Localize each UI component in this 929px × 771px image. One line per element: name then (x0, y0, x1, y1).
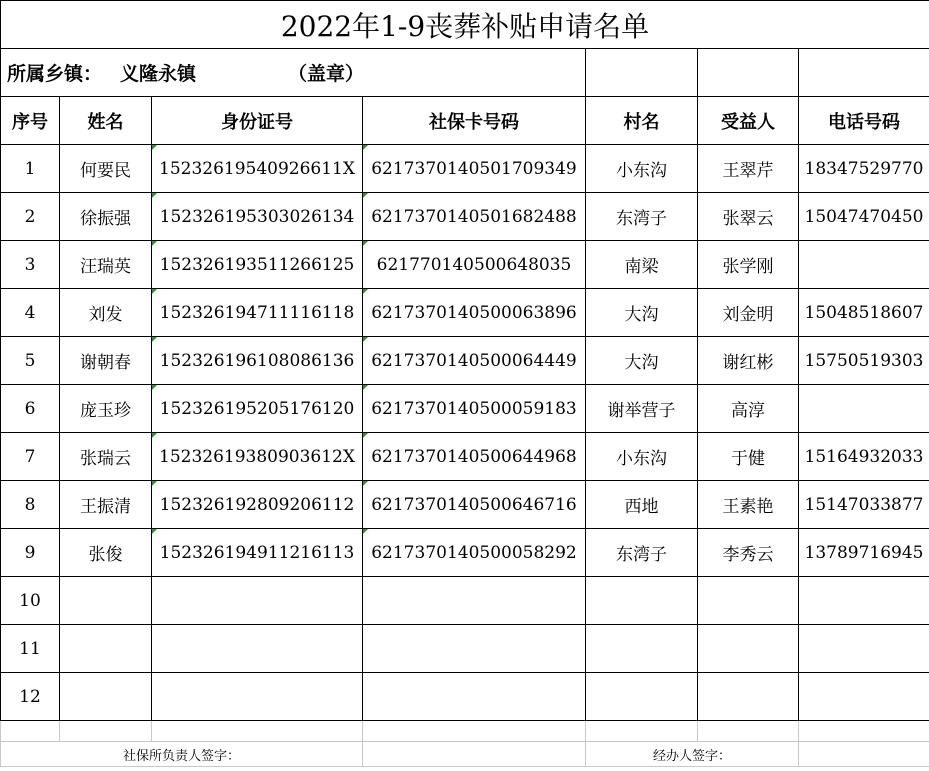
table-row (1, 481, 929, 529)
beneficiary-cell[interactable]: 高淳 (698, 385, 799, 433)
id-number-cell[interactable]: 152326192809206112 (152, 481, 363, 529)
blank-cell[interactable] (799, 721, 929, 742)
blank-cell[interactable] (152, 721, 363, 742)
table-row (1, 625, 929, 673)
name-cell[interactable]: 王振清 (60, 481, 152, 529)
phone-cell[interactable]: 13789716945 (799, 529, 929, 577)
blank-cell[interactable] (698, 721, 799, 742)
beneficiary-cell[interactable]: 于健 (698, 433, 799, 481)
unit-label: 所属乡镇： (7, 63, 103, 85)
village-cell[interactable]: 小东沟 (586, 433, 698, 481)
name-cell[interactable]: 徐振强 (60, 193, 152, 241)
beneficiary-cell[interactable]: 李秀云 (698, 529, 799, 577)
card-number-cell[interactable]: 6217370140500064449 (363, 337, 586, 385)
header-card-number: 社保卡号码 (363, 97, 586, 145)
card-number-cell[interactable]: 6217370140500059183 (363, 385, 586, 433)
name-cell[interactable] (60, 577, 152, 625)
blank-cell[interactable] (363, 742, 586, 767)
beneficiary-cell[interactable] (698, 577, 799, 625)
card-number-cell[interactable]: 6217370140500644968 (363, 433, 586, 481)
beneficiary-cell[interactable]: 谢红彬 (698, 337, 799, 385)
unit-stamp: （盖章） (288, 63, 365, 85)
phone-cell[interactable]: 18347529770 (799, 145, 929, 193)
village-cell[interactable]: 小东沟 (586, 145, 698, 193)
id-number-cell[interactable] (152, 577, 363, 625)
seq-cell[interactable]: 8 (1, 481, 60, 529)
table-row (1, 145, 929, 193)
header-row (1, 97, 929, 145)
name-cell[interactable] (60, 673, 152, 721)
phone-cell[interactable]: 15750519303 (799, 337, 929, 385)
seq-cell[interactable]: 5 (1, 337, 60, 385)
phone-cell[interactable] (799, 385, 929, 433)
unit-town: 义隆永镇 (120, 63, 197, 85)
seq-cell[interactable]: 10 (1, 577, 60, 625)
seq-cell[interactable]: 4 (1, 289, 60, 337)
phone-cell[interactable] (799, 577, 929, 625)
seq-cell[interactable]: 6 (1, 385, 60, 433)
header-id-number: 身份证号 (152, 97, 363, 145)
table-row (1, 289, 929, 337)
seq-cell[interactable]: 7 (1, 433, 60, 481)
phone-cell[interactable]: 15164932033 (799, 433, 929, 481)
id-number-cell[interactable]: 152326193511266125 (152, 241, 363, 289)
phone-cell[interactable] (799, 625, 929, 673)
name-cell[interactable]: 汪瑞英 (60, 241, 152, 289)
id-number-cell[interactable]: 152326195205176120 (152, 385, 363, 433)
card-number-cell[interactable]: 6217370140501709349 (363, 145, 586, 193)
beneficiary-cell[interactable]: 张翠云 (698, 193, 799, 241)
village-cell[interactable] (586, 577, 698, 625)
card-number-cell[interactable]: 6217370140500063896 (363, 289, 586, 337)
phone-cell[interactable] (799, 673, 929, 721)
table-row (1, 577, 929, 625)
header-name: 姓名 (60, 97, 152, 145)
id-number-cell[interactable]: 152326196108086136 (152, 337, 363, 385)
card-number-cell[interactable]: 6217370140500646716 (363, 481, 586, 529)
name-cell[interactable]: 刘发 (60, 289, 152, 337)
village-cell[interactable]: 大沟 (586, 337, 698, 385)
beneficiary-cell[interactable]: 刘金明 (698, 289, 799, 337)
unit-empty-cell[interactable] (698, 49, 799, 97)
blank-cell[interactable] (586, 721, 698, 742)
seq-cell[interactable]: 11 (1, 625, 60, 673)
id-number-cell[interactable]: 152326195303026134 (152, 193, 363, 241)
card-number-cell[interactable] (363, 577, 586, 625)
name-cell[interactable]: 何要民 (60, 145, 152, 193)
beneficiary-cell[interactable]: 张学刚 (698, 241, 799, 289)
id-number-cell[interactable]: 152326194711116118 (152, 289, 363, 337)
card-number-cell[interactable]: 621770140500648035 (363, 241, 586, 289)
handler-signature[interactable]: 经办人签字： (586, 742, 799, 767)
card-number-cell[interactable] (363, 673, 586, 721)
blank-cell[interactable] (60, 721, 152, 742)
blank-cell[interactable] (799, 742, 929, 767)
table-row (1, 193, 929, 241)
supervisor-signature[interactable]: 社保所负责人签字： (1, 742, 363, 767)
card-number-cell[interactable] (363, 625, 586, 673)
phone-cell[interactable]: 15048518607 (799, 289, 929, 337)
name-cell[interactable]: 谢朝春 (60, 337, 152, 385)
table-row (1, 673, 929, 721)
village-cell[interactable] (586, 673, 698, 721)
village-cell[interactable]: 谢举营子 (586, 385, 698, 433)
phone-cell[interactable]: 15147033877 (799, 481, 929, 529)
name-cell[interactable] (60, 625, 152, 673)
beneficiary-cell[interactable] (698, 673, 799, 721)
header-phone: 电话号码 (799, 97, 929, 145)
beneficiary-cell[interactable]: 王素艳 (698, 481, 799, 529)
seq-cell[interactable]: 9 (1, 529, 60, 577)
id-number-cell[interactable]: 15232619380903612X (152, 433, 363, 481)
unit-empty-cell[interactable] (799, 49, 929, 97)
sheet-title: 2022年1-9丧葬补贴申请名单 (1, 1, 929, 49)
beneficiary-cell[interactable] (698, 625, 799, 673)
id-number-cell[interactable] (152, 625, 363, 673)
seq-cell[interactable]: 2 (1, 193, 60, 241)
village-cell[interactable]: 南梁 (586, 241, 698, 289)
table-row (1, 385, 929, 433)
table-row (1, 337, 929, 385)
name-cell[interactable]: 张俊 (60, 529, 152, 577)
name-cell[interactable]: 庞玉珍 (60, 385, 152, 433)
card-number-cell[interactable]: 6217370140500058292 (363, 529, 586, 577)
header-beneficiary: 受益人 (698, 97, 799, 145)
name-cell[interactable]: 张瑞云 (60, 433, 152, 481)
beneficiary-cell[interactable]: 王翠芹 (698, 145, 799, 193)
id-number-cell[interactable]: 152326194911216113 (152, 529, 363, 577)
header-seq: 序号 (1, 97, 60, 145)
unit-empty-cell[interactable] (586, 49, 698, 97)
table-row (1, 433, 929, 481)
seq-cell[interactable]: 1 (1, 145, 60, 193)
village-cell[interactable]: 东湾子 (586, 193, 698, 241)
blank-cell[interactable] (1, 721, 60, 742)
phone-cell[interactable] (799, 241, 929, 289)
header-village: 村名 (586, 97, 698, 145)
table-row (1, 241, 929, 289)
village-cell[interactable]: 东湾子 (586, 529, 698, 577)
card-number-cell[interactable]: 6217370140501682488 (363, 193, 586, 241)
seq-cell[interactable]: 3 (1, 241, 60, 289)
village-cell[interactable]: 大沟 (586, 289, 698, 337)
id-number-cell[interactable] (152, 673, 363, 721)
seq-cell[interactable]: 12 (1, 673, 60, 721)
phone-cell[interactable]: 15047470450 (799, 193, 929, 241)
village-cell[interactable] (586, 625, 698, 673)
unit-row (1, 49, 586, 97)
blank-cell[interactable] (363, 721, 586, 742)
village-cell[interactable]: 西地 (586, 481, 698, 529)
table-row (1, 529, 929, 577)
id-number-cell[interactable]: 15232619540926611X (152, 145, 363, 193)
